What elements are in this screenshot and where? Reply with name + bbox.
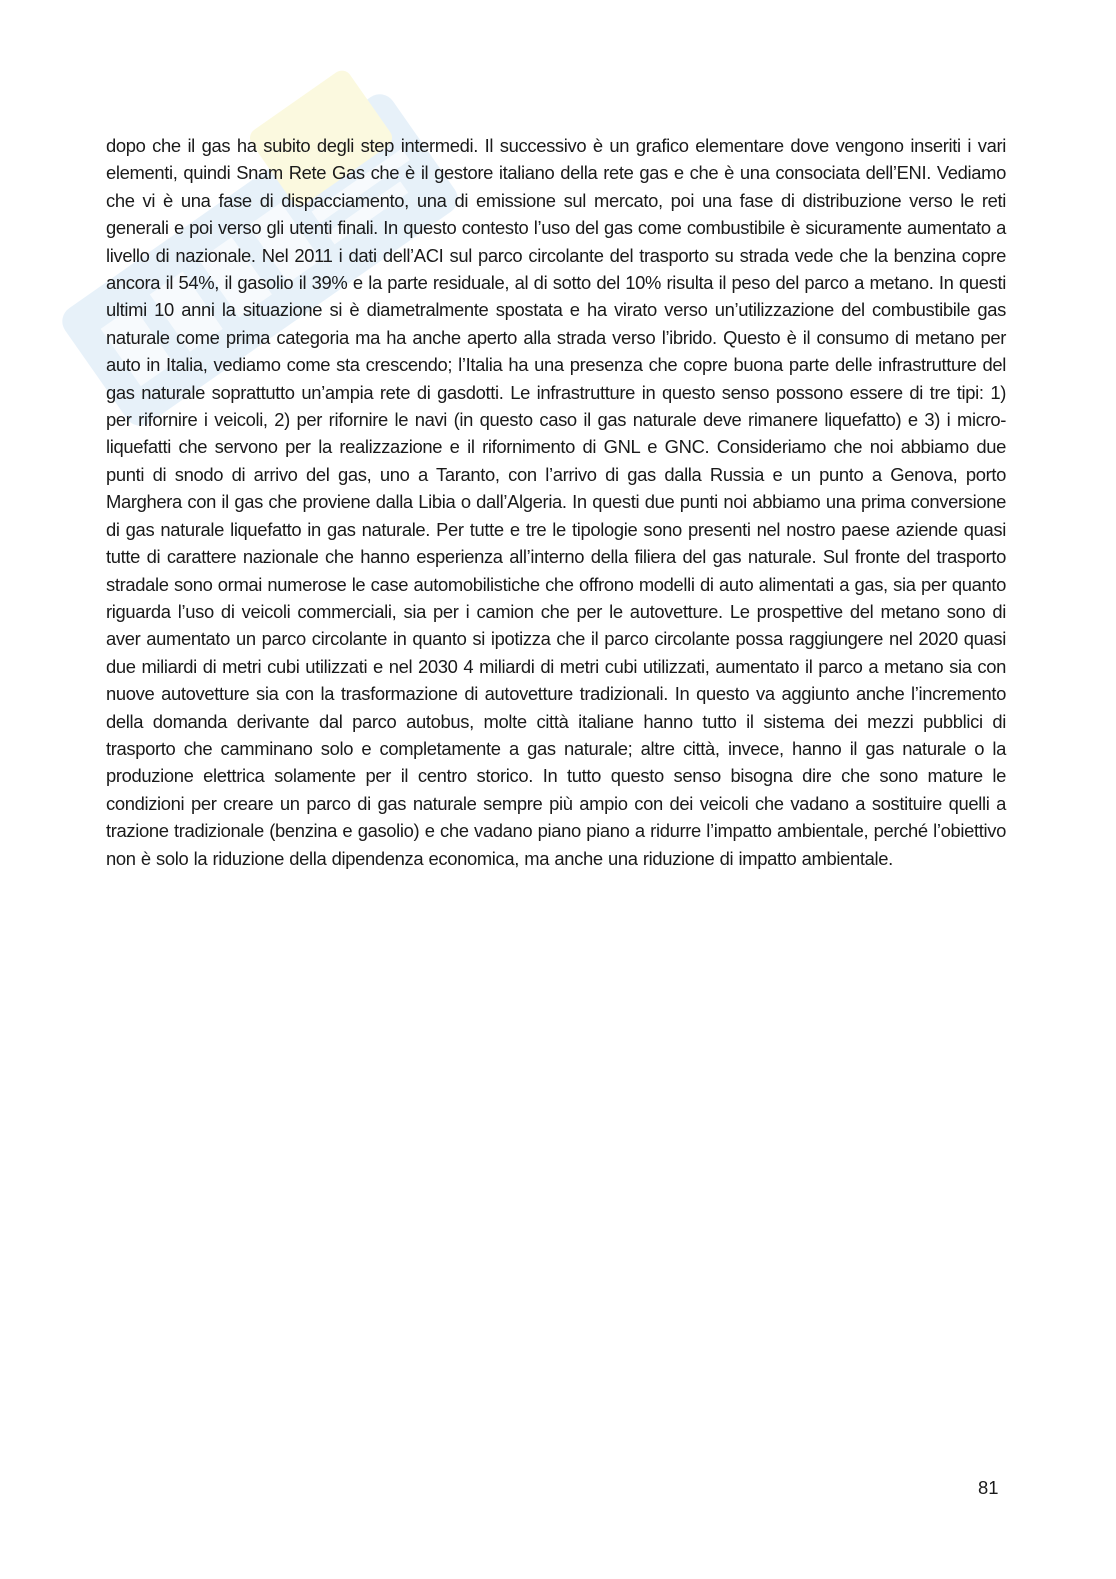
page-number: 81 [978, 1477, 999, 1498]
body-paragraph: dopo che il gas ha subito degli step intermedi. Il successivo è un grafico elementare dove vengono inseriti i vari elementi, quindi Snam Rete Gas che è il gestore italiano della rete gas e che è una consociata dell’ENI. Vediamo che vi è una fase di dispacciamento, una di emissione sul mercato, poi una fase di distribuzione verso le reti generali e poi verso gli utenti finali. In questo contesto l’uso del gas come combustibile è sicuramente aumentato a livello di nazionale. Nel 2011 i dati dell’ACI sul parco circolante del trasporto su strada vede che la benzina copre ancora il 54%, il gasolio il 39% e la parte residuale, al di sotto del 10% risulta il peso del parco a metano. In questi ultimi 10 anni la situazione si è diametralmente spostata e ha virato verso un’utilizzazione del combustibile gas naturale come prima categoria ma ha anche aperto alla strada verso l’ibrido. Questo è il consumo di metano per auto in Italia, vediamo come sta crescendo; l’Italia ha una presenza che copre buona parte delle infrastrutture del gas naturale soprattutto un’ampia rete di gasdotti. Le infrastrutture in questo senso possono essere di tre tipi: 1) per rifornire i veicoli, 2) per rifornire le navi (in questo caso il gas naturale deve rimanere liquefatto) e 3) i micro-liquefatti che servono per la realizzazione e il rifornimento di GNL e GNC. Consideriamo che noi abbiamo due punti di snodo di arrivo del gas, uno a Taranto, con l’arrivo di gas dalla Russia e un punto a Genova, porto Marghera con il gas che proviene dalla Libia o dall’Algeria. In questi due punti noi abbiamo una prima conversione di gas naturale liquefatto in gas naturale. Per tutte e tre le tipologie sono presenti nel nostro paese aziende quasi tutte di carattere nazionale che hanno esperienza all’interno della filiera del gas naturale. Sul fronte del trasporto stradale sono ormai numerose le case automobilistiche che offrono modelli di auto alimentati a gas, sia per quanto riguarda l’uso di veicoli commerciali, sia per i camion che per le autovetture. Le prospettive del metano sono di aver aumentato un parco circolante in quanto si ipotizza che il parco circolante possa raggiungere nel 2020 quasi due miliardi di metri cubi utilizzati e nel 2030 4 miliardi di metri cubi utilizzati, aumentato il parco a metano sia con nuove autovetture sia con la trasformazione di autovetture tradizionali. In questo va aggiunto anche l’incremento della domanda derivante dal parco autobus, molte città italiane hanno tutto il sistema dei mezzi pubblici di trasporto che camminano solo e completamente a gas naturale; altre città, invece, hanno il gas naturale o la produzione elettrica solamente per il centro storico. In tutto questo senso bisogna dire che sono mature le condizioni per creare un parco di gas naturale sempre più ampio con dei veicoli che vadano a sostituire quelli a trazione tradizionale (benzina e gasolio) e che vadano piano piano a ridurre l’impatto ambientale, perché l’obiettivo non è solo la riduzione della dipendenza economica, ma anche una riduzione di impatto ambientale. [106, 135, 1006, 869]
